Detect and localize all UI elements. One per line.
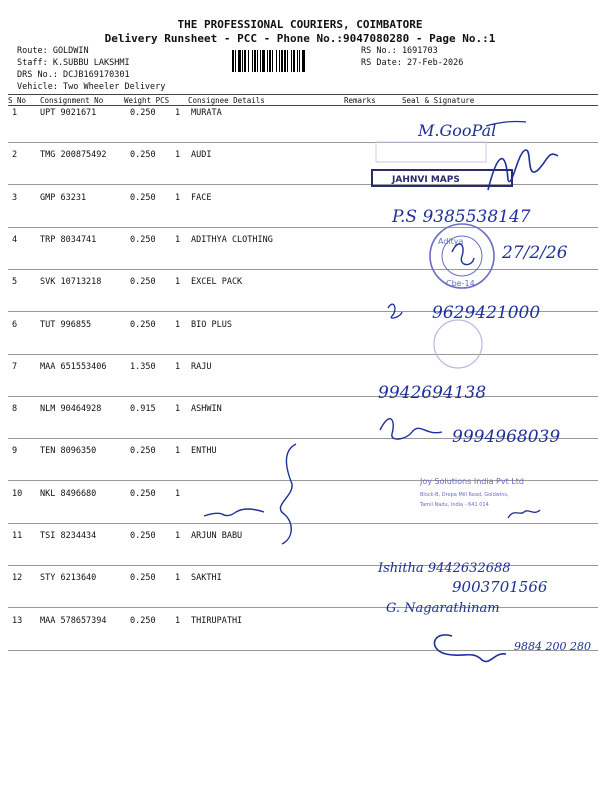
row-consignee: AUDI (191, 150, 212, 161)
row-pcs: 1 (175, 531, 181, 541)
signature-row-7: 9942694138 (378, 383, 487, 403)
row-pcs: 1 (175, 404, 181, 415)
row-weight: 0.250 (130, 108, 156, 118)
row-consignee: FACE (191, 192, 212, 203)
row-pcs: 1 (175, 192, 181, 203)
row-consignment-no: MAA 578657394 (40, 615, 107, 626)
row-consignment-no: SVK 10713218 (40, 277, 102, 288)
row-sno: 7 (12, 361, 18, 372)
row-separator (8, 565, 598, 566)
row-pcs: 1 (175, 361, 181, 372)
signature-row-12a: 9003701566 (452, 578, 548, 596)
row-pcs: 1 (175, 488, 181, 499)
row-sno: 9 (12, 446, 18, 457)
signature-row-11: Ishitha 9442632688 (378, 561, 511, 576)
signature-row-13: 9884 200 280 (514, 640, 591, 653)
header-rule-top (8, 94, 598, 95)
company-title: THE PROFESSIONAL COURIERS, COIMBATORE (177, 18, 423, 31)
table-row (0, 362, 600, 404)
row-weight: 0.250 (130, 277, 156, 288)
row-consignee: ARJUN BABU (191, 531, 243, 541)
row-consignee: ENTHU (191, 446, 217, 457)
row-weight: 0.250 (130, 615, 156, 626)
col-consignment: Consignment No (40, 96, 104, 105)
row-pcs: 1 (175, 446, 181, 457)
row-weight: 0.250 (130, 150, 156, 161)
row-consignee: BIO PLUS (191, 319, 232, 330)
row-consignment-no: TMG 200875492 (40, 150, 107, 161)
col-weight-pcs: Weight PCS (124, 96, 170, 105)
signature-row-8: 9994968039 (452, 427, 561, 447)
row-consignment-no: TEN 8096350 (40, 446, 97, 457)
row-sno: 10 (12, 488, 23, 499)
row-consignment-no: STY 6213640 (40, 573, 97, 584)
row-pcs: 1 (175, 573, 181, 584)
row-consignee: SAKTHI (191, 573, 222, 584)
row-separator (8, 523, 598, 524)
stamp-row-4-top: Aditya (438, 237, 464, 246)
row-weight: 0.250 (130, 488, 156, 499)
row-consignee: RAJU (191, 361, 212, 372)
row-weight: 0.250 (130, 573, 156, 584)
table-row (0, 573, 600, 615)
vehicle-label: Vehicle: Two Wheeler Delivery (17, 82, 166, 92)
row-pcs: 1 (175, 108, 181, 118)
row-separator (8, 354, 598, 355)
signature-row-12b: G. Nagarathinam (386, 601, 500, 616)
barcode (232, 50, 360, 72)
row-sno: 13 (12, 615, 23, 626)
row-sno: 1 (12, 108, 18, 118)
row-sno: 5 (12, 277, 18, 288)
row-separator (8, 142, 598, 143)
row-pcs: 1 (175, 277, 181, 288)
row-weight: 0.250 (130, 192, 156, 203)
row-separator (8, 227, 598, 228)
col-sno: S No (8, 96, 27, 105)
row-consignee: EXCEL PACK (191, 277, 243, 288)
stamp-row-2: JAHNVI MAPS (392, 175, 460, 185)
row-separator (8, 438, 598, 439)
row-consignee: THIRUPATHI (191, 615, 243, 626)
row-weight: 0.915 (130, 404, 156, 415)
row-consignment-no: TRP 8034741 (40, 234, 97, 245)
route-label: Route: GOLDWIN (17, 46, 89, 56)
row-pcs: 1 (175, 615, 181, 626)
row-sno: 8 (12, 404, 18, 415)
row-consignment-no: UPT 9021671 (40, 108, 97, 118)
signature-row-1: M.GooPal (418, 121, 497, 140)
table-row (0, 320, 600, 362)
table-row (0, 446, 600, 488)
barcode-gap (305, 50, 306, 72)
rs-number: RS No.: 1691703 (361, 46, 438, 56)
row-consignee: MURATA (191, 108, 222, 118)
row-weight: 0.250 (130, 531, 156, 541)
row-pcs: 1 (175, 319, 181, 330)
row-separator (8, 650, 598, 651)
row-weight: 0.250 (130, 446, 156, 457)
stamp-row-4-bottom: Cbe-14 (446, 279, 475, 288)
row-weight: 0.250 (130, 319, 156, 330)
row-consignment-no: MAA 651553406 (40, 361, 107, 372)
signature-row-4-date: 27/2/26 (502, 243, 568, 263)
row-sno: 12 (12, 573, 23, 584)
row-separator (8, 269, 598, 270)
drs-label: DRS No.: DCJB169170301 (17, 70, 130, 80)
row-sno: 3 (12, 192, 18, 203)
header-rule-bottom (8, 105, 598, 106)
table-row (0, 531, 600, 573)
row-separator (8, 607, 598, 608)
table-row (0, 616, 600, 658)
staff-label: Staff: K.SUBBU LAKSHMI (17, 58, 130, 68)
signature-row-3: P.S 9385538147 (392, 207, 531, 227)
col-consignee: Consignee Details (188, 96, 265, 105)
rs-date: RS Date: 27-Feb-2026 (361, 58, 464, 68)
row-pcs: 1 (175, 150, 181, 161)
table-row (0, 193, 600, 235)
table-row (0, 235, 600, 277)
row-weight: 1.350 (130, 361, 156, 372)
table-row (0, 489, 600, 531)
table-row (0, 404, 600, 446)
row-sno: 4 (12, 234, 18, 245)
row-separator (8, 396, 598, 397)
row-consignment-no: GMP 63231 (40, 192, 87, 203)
row-consignment-no: NKL 8496680 (40, 488, 97, 499)
row-sno: 6 (12, 319, 18, 330)
stamp-row-10-line3: Tamil Nadu, India - 641 014 (420, 502, 489, 508)
row-consignment-no: NLM 90464928 (40, 404, 102, 415)
col-seal-signature: Seal & Signature (402, 96, 475, 105)
table-row (0, 108, 600, 150)
row-consignee: ADITHYA CLOTHING (191, 234, 273, 245)
row-separator (8, 311, 598, 312)
signature-row-5: 9629421000 (432, 303, 541, 323)
table-row (0, 150, 600, 192)
stamp-row-10-line2: Block-B, Drepa Mill Road, Goldwins, (420, 492, 509, 498)
runsheet-subtitle: Delivery Runsheet - PCC - Phone No.:9047080280 - Page No.:1 (104, 32, 496, 45)
row-sno: 11 (12, 531, 23, 541)
table-row (0, 277, 600, 319)
row-consignment-no: TSI 8234434 (40, 531, 97, 541)
row-weight: 0.250 (130, 234, 156, 245)
row-separator (8, 184, 598, 185)
row-separator (8, 480, 598, 481)
row-pcs: 1 (175, 234, 181, 245)
stamp-row-10-line1: Joy Solutions India Pvt Ltd (420, 477, 524, 486)
col-remarks: Remarks (344, 96, 376, 105)
row-consignment-no: TUT 996855 (40, 319, 92, 330)
row-consignee: ASHWIN (191, 404, 222, 415)
row-sno: 2 (12, 150, 18, 161)
